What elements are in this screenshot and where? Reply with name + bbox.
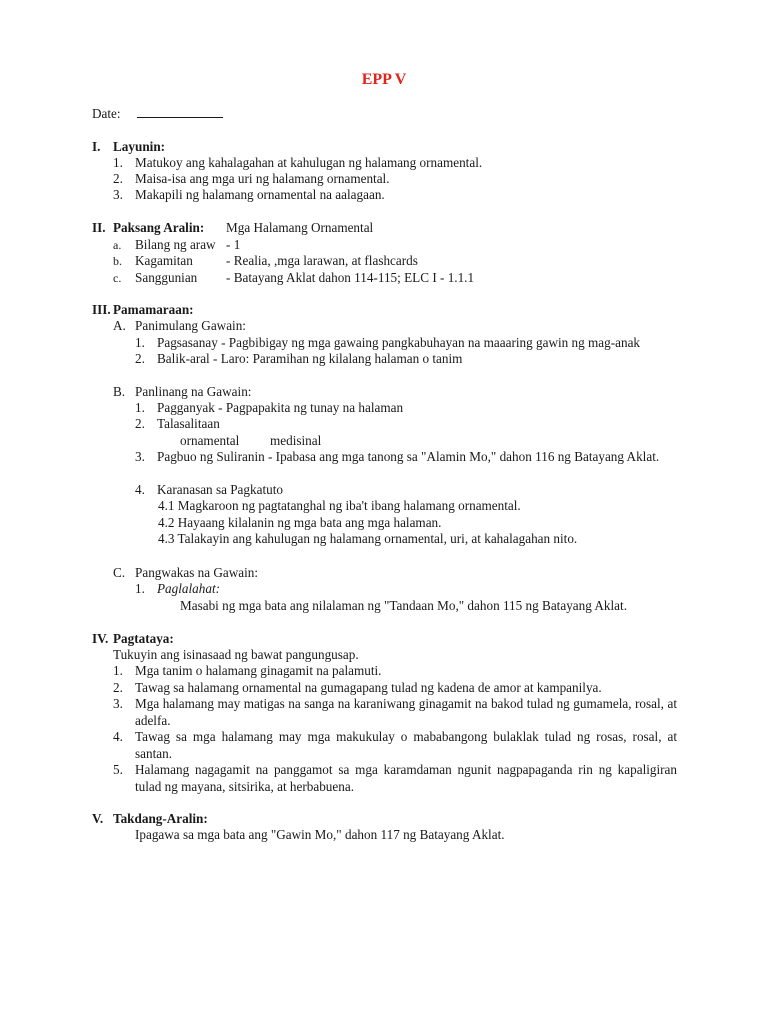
section-num-layunin: I. bbox=[92, 139, 101, 154]
list-item: Tawag sa halamang ornamental na gumagapang tulad ng kadena de amor at kampanilya. bbox=[135, 680, 602, 695]
list-item-label: Sanggunian bbox=[135, 270, 198, 285]
section-heading-takdang-aralin: Takdang-Aralin: bbox=[113, 811, 208, 826]
section-num-pamamaraan: III. bbox=[92, 302, 111, 317]
section-heading-pamamaraan: Pamamaraan: bbox=[113, 302, 194, 317]
list-item: Balik-aral - Laro: Paramihan ng kilalang halaman o tanim bbox=[157, 351, 463, 366]
section-heading-paksang-aralin: Paksang Aralin: bbox=[113, 220, 205, 235]
list-item: Mga tanim o halamang ginagamit na palamuti. bbox=[135, 663, 382, 678]
list-item-label: Paglalahat: bbox=[157, 581, 221, 596]
list-item: Tawag sa mga halamang may mga makukulay o mababangong bulaklak tulad ng rosas, rosal, at santan. bbox=[135, 729, 677, 761]
list-item: Makapili ng halamang ornamental na aalagaan. bbox=[135, 187, 385, 202]
vocabulary-word: medisinal bbox=[270, 433, 322, 448]
subsection-label: Panlinang na Gawain: bbox=[135, 384, 252, 399]
list-item: Halamang nagagamit na panggamot sa mga karamdaman ngunit nagpapaganda rin ng kapaligiran tulad ng mayana, sitsirika, at herbabuena. bbox=[135, 762, 677, 794]
list-item-number: 1. bbox=[113, 663, 123, 678]
list-item-number: 2. bbox=[135, 351, 145, 366]
section-num-pagtataya: IV. bbox=[92, 631, 109, 646]
section-num-takdang-aralin: V. bbox=[92, 811, 104, 826]
document-title: EPP V bbox=[361, 71, 407, 88]
subsection-letter: C. bbox=[113, 565, 126, 580]
section-heading-layunin: Layunin: bbox=[113, 139, 166, 154]
list-item-number: 3. bbox=[135, 449, 145, 464]
subsection-label: Pangwakas na Gawain: bbox=[135, 565, 259, 580]
list-item-number: 1. bbox=[113, 155, 123, 170]
sub-list-item: 4.1 Magkaroon ng pagtatanghal ng iba't ibang halamang ornamental. bbox=[158, 498, 521, 513]
list-item: Pagganyak - Pagpapakita ng tunay na halaman bbox=[157, 400, 404, 415]
list-item-number: 3. bbox=[113, 696, 123, 711]
list-item-number: 1. bbox=[135, 335, 145, 350]
subsection-letter: B. bbox=[113, 384, 126, 399]
homework-text: Ipagawa sa mga bata ang "Gawin Mo," dahon 117 ng Batayang Aklat. bbox=[135, 827, 505, 842]
list-item: Masabi ng mga bata ang nilalaman ng "Tandaan Mo," dahon 115 ng Batayang Aklat. bbox=[180, 598, 627, 613]
list-item-number: 4. bbox=[135, 482, 145, 497]
list-item-number: 5. bbox=[113, 762, 123, 777]
list-item-number: 3. bbox=[113, 187, 123, 202]
date-label: Date: bbox=[92, 106, 121, 121]
sub-list-item: 4.3 Talakayin ang kahulugan ng halamang ornamental, uri, at kahalagahan nito. bbox=[158, 531, 578, 546]
list-item-value: - 1 bbox=[226, 237, 241, 252]
list-item-value: - Batayang Aklat dahon 114-115; ELC I - 1.1.1 bbox=[226, 270, 475, 285]
list-item-letter: c. bbox=[113, 271, 122, 285]
list-item: Talasalitaan bbox=[157, 416, 220, 431]
vocabulary-word: ornamental bbox=[180, 433, 240, 448]
section-num-paksang-aralin: II. bbox=[92, 220, 106, 235]
subsection-letter: A. bbox=[113, 318, 126, 333]
list-item-number: 2. bbox=[135, 416, 145, 431]
instruction-text: Tukuyin ang isinasaad ng bawat pangungusap. bbox=[113, 647, 359, 662]
list-item-number: 1. bbox=[135, 581, 145, 596]
list-item-number: 2. bbox=[113, 171, 123, 186]
list-item: Pagbuo ng Suliranin - Ipabasa ang mga tanong sa "Alamin Mo," dahon 116 ng Batayang Aklat. bbox=[157, 449, 660, 464]
list-item-label: Bilang ng araw bbox=[135, 237, 216, 252]
list-item-number: 1. bbox=[135, 400, 145, 415]
list-item-letter: a. bbox=[113, 238, 122, 252]
sub-list-item: 4.2 Hayaang kilalanin ng mga bata ang mga halaman. bbox=[158, 515, 442, 530]
list-item: Mga halamang may matigas na sanga na karaniwang ginagamit na bakod tulad ng gumamela, rosal, at adelfa. bbox=[135, 696, 677, 728]
list-item-letter: b. bbox=[113, 254, 122, 268]
list-item: Maisa-isa ang mga uri ng halamang ornamental. bbox=[135, 171, 390, 186]
section-heading-pagtataya: Pagtataya: bbox=[113, 631, 174, 646]
list-item: Matukoy ang kahalagahan at kahulugan ng halamang ornamental. bbox=[135, 155, 483, 170]
date-blank-line bbox=[137, 106, 223, 118]
list-item: Pagsasanay - Pagbibigay ng mga gawaing pangkabuhayan na maaaring gawin ng mag-anak bbox=[157, 335, 641, 350]
list-item-value: - Realia, ,mga larawan, at flashcards bbox=[226, 253, 418, 268]
list-item: Karanasan sa Pagkatuto bbox=[157, 482, 283, 497]
topic-title: Mga Halamang Ornamental bbox=[226, 220, 374, 235]
subsection-label: Panimulang Gawain: bbox=[135, 318, 246, 333]
list-item-number: 4. bbox=[113, 729, 123, 744]
list-item-label: Kagamitan bbox=[135, 253, 193, 268]
date-row bbox=[92, 106, 223, 122]
list-item-number: 2. bbox=[113, 680, 123, 695]
